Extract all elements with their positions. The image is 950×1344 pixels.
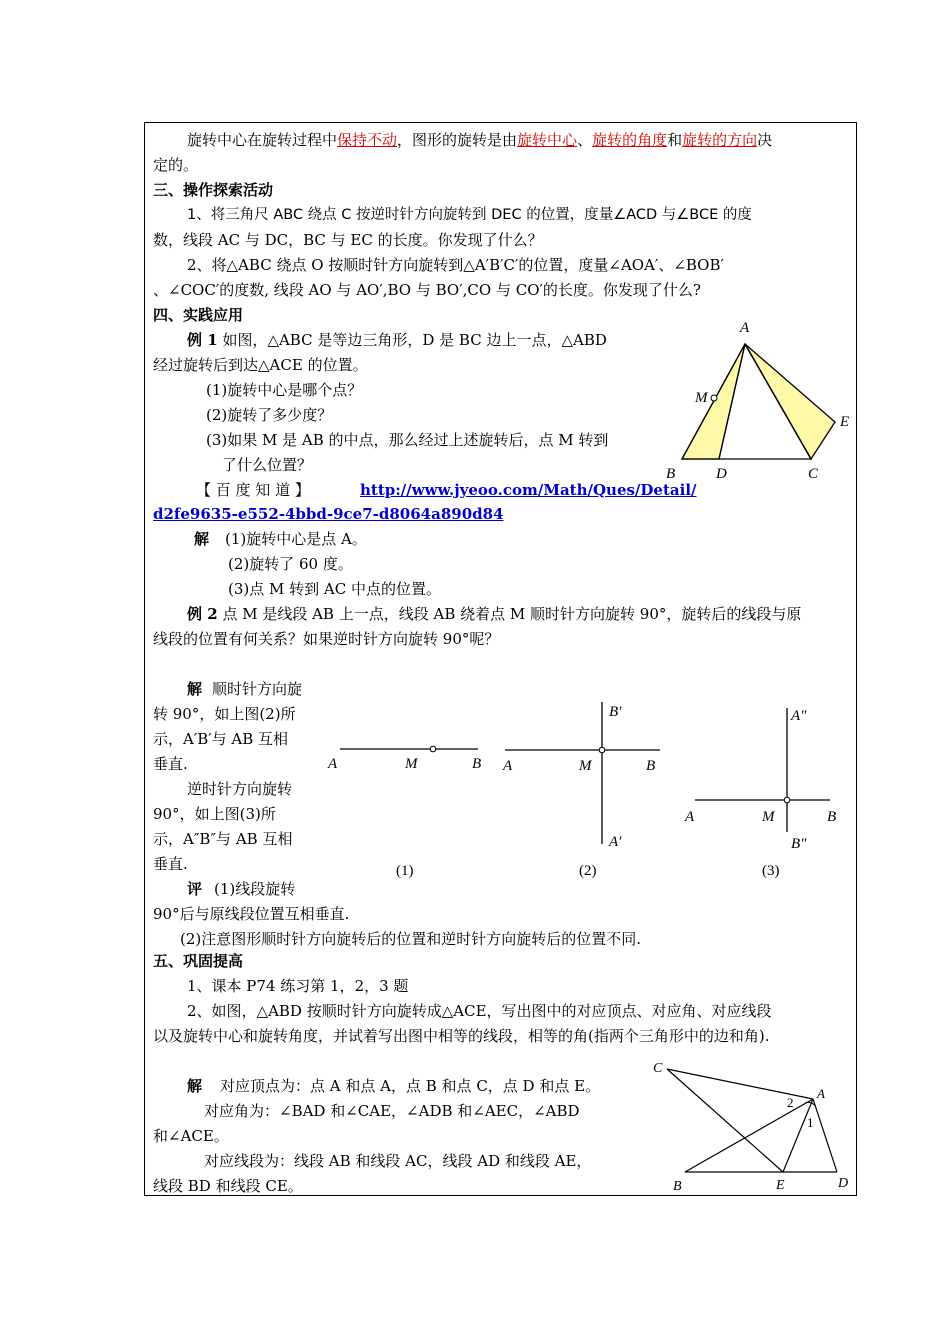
section-5-title: 五、巩固提高 xyxy=(153,952,244,970)
label-a: A xyxy=(740,320,750,336)
activity-2-line-2: 、∠COC′的度数, 线段 AO 与 AO′,BO 与 BO′,CO 与 CO′的长度。你发现了什么? xyxy=(153,281,701,299)
intro-text: 旋转中心在旋转过程中 xyxy=(187,131,338,149)
label-b: B xyxy=(666,466,676,482)
example-2-text: 点 M 是线段 AB 上一点，线段 AB 绕着点 M 顺时针方向旋转 90°，旋转后的线段与原 xyxy=(217,605,802,623)
caption-2: (2) xyxy=(579,863,597,879)
example-1-line-2: 经过旋转后到达△ACE 的位置。 xyxy=(153,356,368,374)
review-line-2: 90°后与原线段位置互相垂直. xyxy=(153,905,350,923)
label-m-2: M xyxy=(579,758,592,774)
label-d: D xyxy=(838,1176,849,1191)
label-bprime-2: B′ xyxy=(609,704,622,720)
label-m: M xyxy=(695,390,708,406)
label-a: A xyxy=(817,1086,825,1101)
solution-2-line-6: 90°，如上图(3)所 xyxy=(153,805,276,823)
activity-2-line-1: 2、将△ABC 绕点 O 按顺时针方向旋转到△A′B′C′的位置，度量∠AOA′、∠BOB′ xyxy=(187,256,724,274)
answer-1: (1)旋转中心是点 A。 xyxy=(225,530,367,548)
caption-1: (1) xyxy=(396,863,414,879)
segment-ad xyxy=(813,1099,837,1172)
intro-line-2: 定的。 xyxy=(153,156,199,174)
solution-3-line-1 xyxy=(187,1076,600,1096)
answer-3: (3)点 M 转到 AC 中点的位置。 xyxy=(228,580,441,598)
key-term-keep-still: 保持不动 xyxy=(337,131,398,149)
question-3-line-1: (3)如果 M 是 AB 的中点，那么经过上述旋转后，点 M 转到 xyxy=(206,431,609,449)
review-line-1 xyxy=(187,879,295,899)
intro-text: 决 xyxy=(757,131,773,149)
label-bdoubleprime-3: B″ xyxy=(791,836,807,852)
segment-ce xyxy=(667,1069,783,1172)
solution-2-line-8: 垂直. xyxy=(153,855,188,873)
solution-2-line-3: 示，A′B′与 AB 互相 xyxy=(153,730,289,748)
solution-2-line-2: 转 90°，如上图(2)所 xyxy=(153,705,296,723)
answer-2: (2)旋转了 60 度。 xyxy=(228,555,353,573)
angle-label-2: 2 xyxy=(787,1095,794,1110)
example-2-line-2: 线段的位置有何关系？如果逆时针方向旋转 90°呢？ xyxy=(153,630,500,648)
intro-line-1 xyxy=(187,130,772,150)
label-d: D xyxy=(716,466,727,482)
solution-3-line-4: 对应线段为：线段 AB 和线段 AC，线段 AD 和线段 AE， xyxy=(204,1152,592,1170)
example-2-line-1 xyxy=(187,604,801,624)
source-link-part-1[interactable]: http://www.jyeoo.com/Math/Ques/Detail/ xyxy=(360,481,697,499)
label-adoubleprime-3: A″ xyxy=(791,708,807,724)
label-c: C xyxy=(808,466,819,482)
solution-3-text: 对应顶点为：点 A 和点 A，点 B 和点 C，点 D 和点 E。 xyxy=(220,1077,601,1095)
example-1-text: 如图，△ABC 是等边三角形，D 是 BC 边上一点，△ABD xyxy=(217,331,607,349)
example-1-line-1 xyxy=(187,330,607,350)
source-link-part-2[interactable]: d2fe9635-e552-4bbd-9ce7-d8064a890d84 xyxy=(153,505,504,523)
source-label: 【 百 度 知 道 】 xyxy=(196,481,310,499)
point-m-2 xyxy=(599,747,605,753)
figure-equilateral-triangle xyxy=(660,318,860,486)
label-m-1: M xyxy=(405,756,418,772)
label-b-1: B xyxy=(472,756,482,772)
exercise-2-line-2: 以及旋转中心和旋转角度，并试着写出图中相等的线段，相等的角(指两个三角形中的边和角). xyxy=(153,1027,770,1045)
solution-2-line-1 xyxy=(187,679,302,699)
exercise-1: 1、课本 P74 练习第 1，2，3 题 xyxy=(187,977,409,995)
question-2: (2)旋转了多少度？ xyxy=(206,406,333,424)
figure-rotated-triangles xyxy=(645,1055,855,1195)
review-label: 评 xyxy=(187,880,203,898)
label-b: B xyxy=(673,1179,682,1194)
label-a-1: A xyxy=(328,756,338,772)
point-m xyxy=(711,395,717,401)
example-1-label: 例 1 xyxy=(187,331,218,349)
solution-2-line-7: 示，A″B″与 AB 互相 xyxy=(153,830,293,848)
label-a-3: A xyxy=(685,809,695,825)
review-text: (1)线段旋转 xyxy=(214,880,296,898)
exercise-2-line-1: 2、如图，△ABD 按顺时针方向旋转成△ACE，写出图中的对应顶点、对应角、对应线段 xyxy=(187,1002,772,1020)
key-term-center: 旋转中心 xyxy=(517,131,578,149)
section-4-title: 四、实践应用 xyxy=(153,306,244,324)
label-m-3: M xyxy=(762,809,775,825)
question-1: (1)旋转中心是哪个点？ xyxy=(206,381,363,399)
separator: 和 xyxy=(667,131,683,149)
key-term-direction: 旋转的方向 xyxy=(682,131,758,149)
solution-label: 解 xyxy=(187,680,203,698)
caption-3: (3) xyxy=(762,863,780,879)
solution-label: 解 xyxy=(194,530,210,548)
label-e: E xyxy=(776,1178,785,1193)
label-b-2: B xyxy=(646,758,656,774)
solution-3-line-5: 线段 BD 和线段 CE。 xyxy=(153,1177,303,1195)
solution-2-line-5: 逆时针方向旋转 xyxy=(187,780,293,798)
label-aprime-2: A′ xyxy=(609,834,622,850)
label-b-3: B xyxy=(827,809,837,825)
question-3-line-2: 了什么位置？ xyxy=(222,456,313,474)
key-term-angle: 旋转的角度 xyxy=(592,131,668,149)
solution-2-line-4: 垂直. xyxy=(153,755,188,773)
section-3-title: 三、操作探索活动 xyxy=(153,181,274,199)
example-2-label: 例 2 xyxy=(187,605,218,623)
angle-label-1: 1 xyxy=(807,1115,814,1130)
point-m-3 xyxy=(784,797,790,803)
solution-label: 解 xyxy=(187,1077,203,1095)
figure-segment-rotation xyxy=(325,672,850,888)
review-line-3: (2)注意图形顺时针方向旋转后的位置和逆时针方向旋转后的位置不同. xyxy=(180,930,642,948)
activity-1-line-2: 数，线段 AC 与 DC，BC 与 EC 的长度。你发现了什么？ xyxy=(153,231,543,249)
triangle-ace xyxy=(745,344,835,459)
solution-3-line-3: 和∠ACE。 xyxy=(153,1127,229,1145)
point-m-1 xyxy=(430,746,436,752)
activity-1-line-1: 1、将三角尺 ABC 绕点 C 按逆时针方向旋转到 DEC 的位置，度量∠ACD 与∠BCE 的度 xyxy=(187,207,752,223)
separator: 、 xyxy=(577,131,593,149)
solution-3-line-2: 对应角为：∠BAD 和∠CAE，∠ADB 和∠AEC，∠ABD xyxy=(204,1102,580,1120)
segment-ba xyxy=(685,1099,813,1172)
label-a-2: A xyxy=(503,758,513,774)
intro-text: ，图形的旋转是由 xyxy=(397,131,518,149)
solution-2-text: 顺时针方向旋 xyxy=(212,680,303,698)
solution-1-line-1 xyxy=(194,529,367,549)
label-e: E xyxy=(840,414,850,430)
label-c: C xyxy=(653,1061,663,1076)
